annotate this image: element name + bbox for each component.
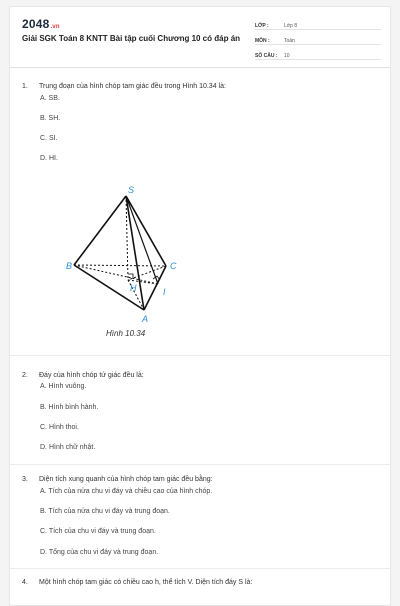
site-logo[interactable] [22, 17, 60, 31]
question-divider [10, 355, 390, 356]
question-number: 4. [22, 579, 28, 586]
question-divider [10, 464, 390, 465]
document-page [9, 6, 391, 606]
answer-option[interactable]: A. Tích của nửa chu vi đáy và chiều cao của hình chóp. [40, 488, 213, 495]
question-1 [22, 82, 226, 91]
question-text: Đáy của hình chóp tứ giác đều là: [39, 372, 144, 379]
question-4 [22, 578, 252, 587]
meta-value: 10 [284, 53, 290, 59]
pyramid-figure [66, 183, 206, 325]
meta-value: Toán [284, 38, 295, 44]
label-h: H [130, 283, 137, 293]
answer-option[interactable]: A. Hình vuông. [40, 383, 87, 390]
label-b: B [66, 261, 73, 271]
label-i: I [163, 287, 166, 297]
question-text: Diện tích xung quanh của hình chóp tam giác đều bằng: [39, 476, 213, 483]
answer-option[interactable]: B. Hình bình hành. [40, 404, 99, 411]
meta-label: LỚP : [255, 23, 269, 29]
question-2 [22, 371, 144, 380]
logo-main-text: 2048 [22, 17, 50, 31]
question-number: 2. [22, 372, 28, 379]
edge-sb [74, 196, 126, 265]
median-bi [74, 265, 158, 284]
label-a: A [142, 314, 149, 324]
answer-option[interactable]: A. SB. [40, 95, 60, 102]
question-text: Trung đoạn của hình chóp tam giác đều trong Hình 10.34 là: [39, 83, 226, 90]
answer-option[interactable]: D. Tổng của chu vi đáy và trung đoạn. [40, 549, 159, 556]
meta-label: SỐ CÂU : [255, 53, 278, 59]
logo-suffix-text: .vn [50, 24, 60, 30]
meta-row-count [255, 48, 381, 60]
question-number: 1. [22, 83, 28, 90]
question-text: Một hình chóp tam giác có chiều cao h, thể tích V. Diện tích đáy S là: [39, 579, 253, 586]
right-angle-mark-h [128, 274, 133, 279]
label-s: S [128, 185, 135, 195]
answer-option[interactable]: D. Hình chữ nhật. [40, 444, 96, 451]
answer-option[interactable]: B. SH. [40, 115, 61, 122]
answer-option[interactable]: B. Tích của nửa chu vi đáy và trung đoạn. [40, 508, 170, 515]
answer-option[interactable]: C. SI. [40, 135, 58, 142]
meta-row-grade [255, 18, 381, 30]
document-title: Giải SGK Toán 8 KNTT Bài tập cuối Chương 10 có đáp án [22, 34, 241, 43]
meta-row-subject [255, 33, 381, 45]
document-header [10, 7, 390, 69]
answer-option[interactable]: C. Tích của chu vi đáy và trung đoạn. [40, 528, 156, 535]
document-meta [255, 18, 381, 63]
question-divider [10, 568, 390, 569]
meta-value: Lớp 8 [284, 23, 298, 29]
meta-label: MÔN : [255, 38, 270, 44]
answer-option[interactable]: C. Hình thoi. [40, 424, 79, 431]
question-number: 3. [22, 476, 28, 483]
answer-option[interactable]: D. HI. [40, 155, 58, 162]
figure-caption: Hình 10.34 [106, 329, 146, 338]
question-3 [22, 475, 213, 484]
edge-bc-hidden [74, 265, 166, 266]
header-divider [10, 67, 390, 68]
label-c: C [170, 261, 177, 271]
